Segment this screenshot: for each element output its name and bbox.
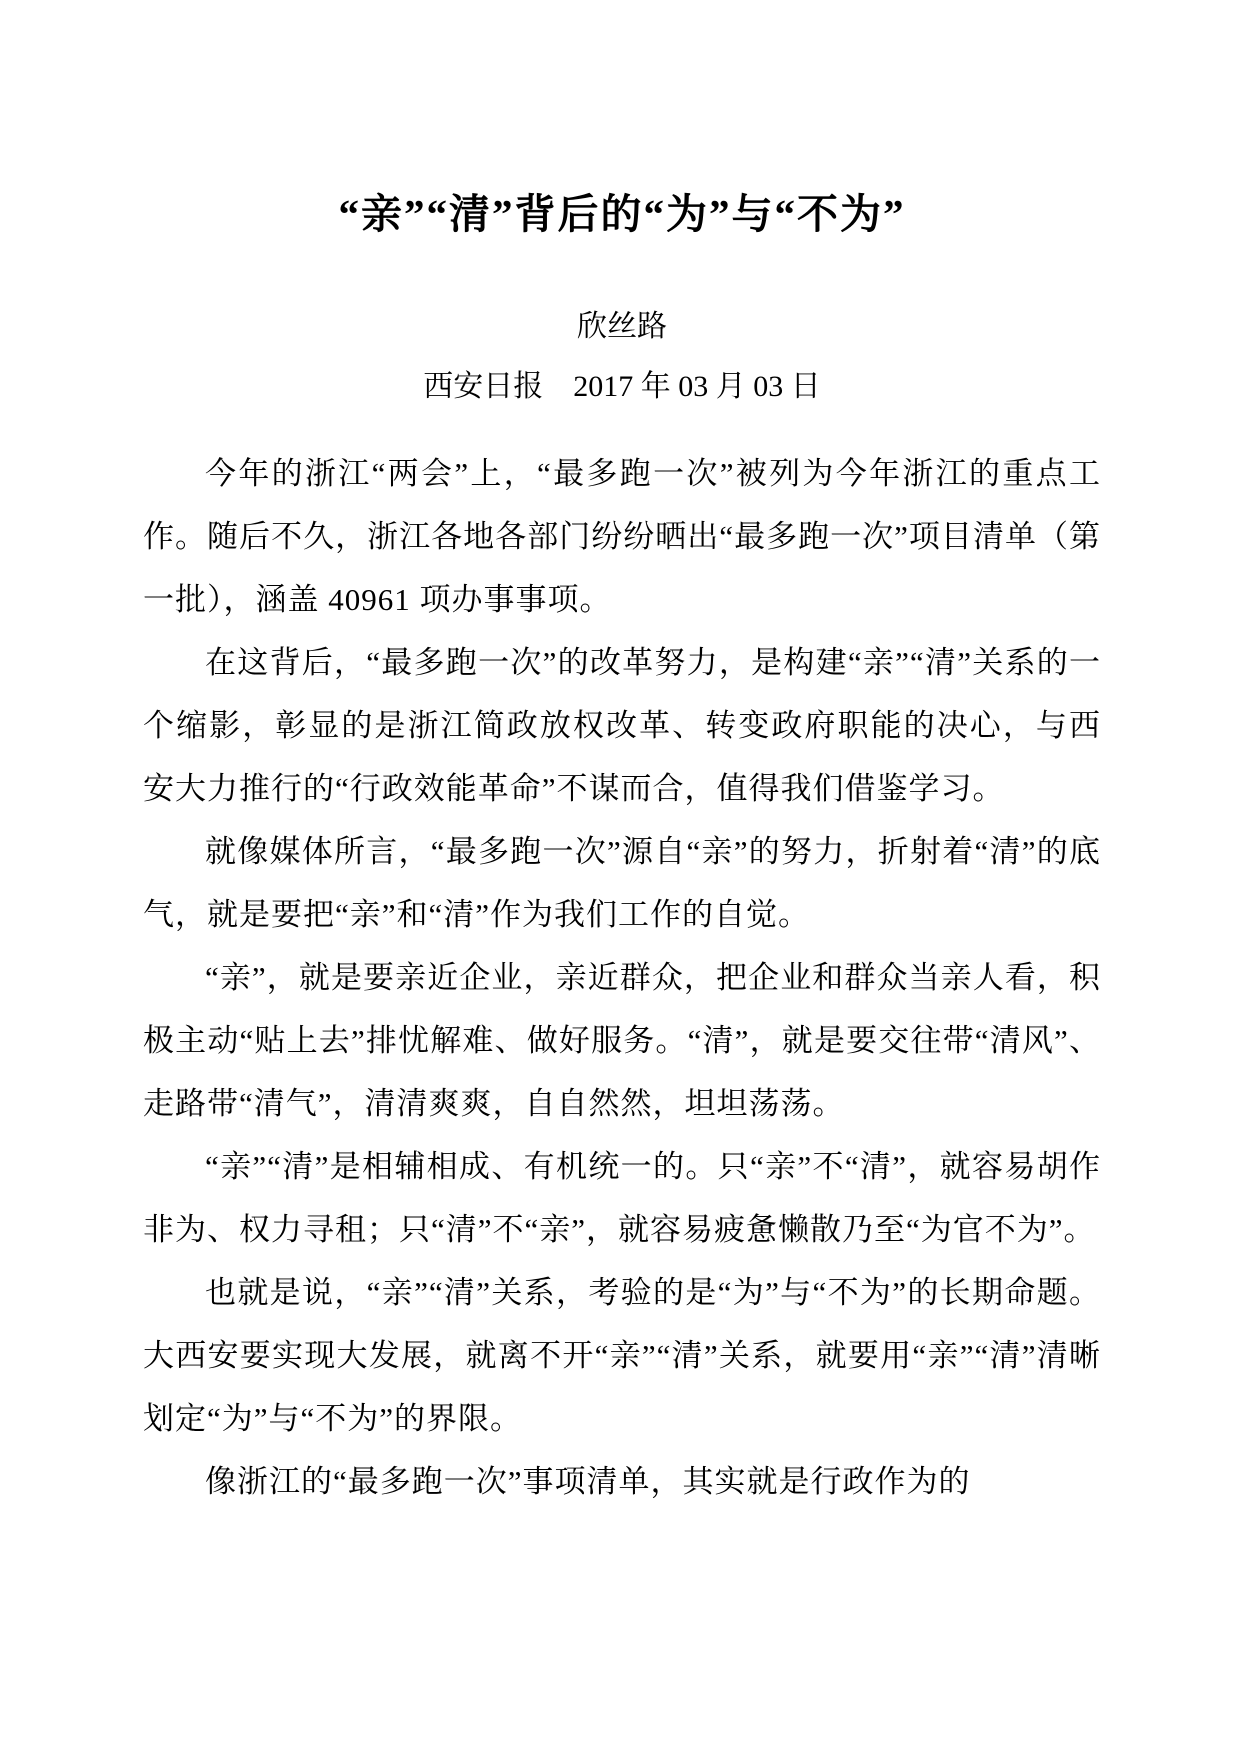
author-name: 欣丝路 [577, 310, 667, 343]
paragraph: 也就是说，“亲”“清”关系，考验的是“为”与“不为”的长期命题。大西安要实现大发展，就离不开“亲”“清”关系，就要用“亲”“清”清晰划定“为”与“不为”的界限。 [143, 1275, 1101, 1436]
paragraph: “亲”“清”是相辅相成、有机统一的。只“亲”不“清”，就容易胡作非为、权力寻租；只“清”不“亲”，就容易疲惫懒散乃至“为官不为”。 [143, 1149, 1101, 1247]
paragraph: 像浙江的“最多跑一次”事项清单，其实就是行政作为的 [205, 1464, 971, 1499]
article-body [143, 442, 1101, 1513]
paragraph: 今年的浙江“两会”上，“最多跑一次”被列为今年浙江的重点工作。随后不久，浙江各地各部门纷纷晒出“最多跑一次”项目清单（第一批），涵盖 40961 项办事事项。 [143, 456, 1101, 617]
paragraph: “亲”，就是要亲近企业，亲近群众，把企业和群众当亲人看，积极主动“贴上去”排忧解难、做好服务。“清”，就是要交往带“清风”、走路带“清气”，清清爽爽，自自然然，坦坦荡荡。 [143, 960, 1102, 1121]
paragraph: 在这背后，“最多跑一次”的改革努力，是构建“亲”“清”关系的一个缩影，彰显的是浙江简政放权改革、转变政府职能的决心，与西安大力推行的“行政效能革命”不谋而合，值得我们借鉴学习。 [143, 645, 1101, 806]
source-line: 西安日报 2017 年 03 月 03 日 [423, 370, 821, 403]
document-title: “亲”“清”背后的“为”与“不为” [338, 191, 906, 237]
paragraph: 就像媒体所言，“最多跑一次”源自“亲”的努力，折射着“清”的底气，就是要把“亲”和“清”作为我们工作的自觉。 [143, 834, 1101, 932]
